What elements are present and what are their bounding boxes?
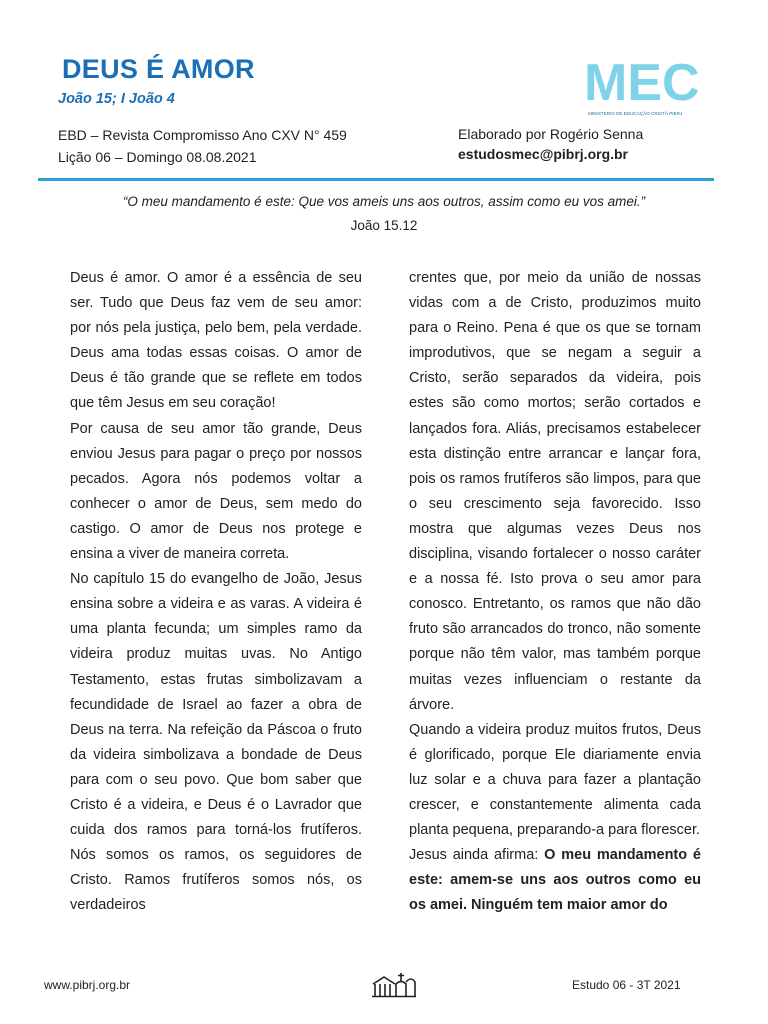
- right-column: [409, 266, 701, 918]
- logo-tagline: MINISTÉRIO DE EDUCAÇÃO CRISTÃ PIBRJ: [588, 111, 683, 116]
- paragraph: Por causa de seu amor tão grande, Deus enviou Jesus para pagar o preço por nossos pecados. Agora nós podemos voltar a conhecer o amor de Deus, sem medo do castigo. O amor de Deus nos protege e ensina a viver de maneira correta.: [70, 420, 362, 563]
- paragraph: Deus é amor. O amor é a essência de seu ser. Tudo que Deus faz vem de seu amor: por nós pela justiça, pelo bem, pela verdade. Deus ama todas essas coisas. O amor de Deus é tão grande que se reflete em todos que têm Jesus em seu coração!: [70, 270, 362, 412]
- paragraph: crentes que, por meio da união de nossas vidas com a de Cristo, produzimos muito para o Reino. Pena é que os que se tornam improdutivos, que se negam a seguir a Cristo, serão separados da videira, pois estes são como mortos; serão cortados e lançados fora. Aliás, precisamos estabelecer esta distinção entre arrancar e lançar fora, pois os ramos frutíferos são limpos, para que o seu crescimento seja favorecido. Isso mostra que algumas vezes Deus nos disciplina, visando fortalecer o nosso caráter e a nossa fé. Isto prova o seu amor para conosco. Entretanto, os ramos que não dão fruto são arrancados do tronco, não somente porque não têm valor, mas também porque muitas vezes influenciam o restante da árvore.: [409, 270, 701, 713]
- paragraph: No capítulo 15 do evangelho de João, Jesus ensina sobre a videira e as varas. A videira é uma planta fecunda; um simples ramo da videira produz muitas uvas. No Antigo Testamento, estas frutas simbolizavam a fecundidade de Israel ao fazer a obra de Deus na terra. Na refeição da Páscoa o fruto da videira simbolizava a bondade de Deus para com o seu povo. Que bom saber que Cristo é a videira, e Deus é o Lavrador que cuida dos ramos para torná-los frutíferos. Nós somos os ramos, os seguidores de Cristo. Ramos frutíferos somos nós, os verdadeiros: [70, 571, 362, 914]
- footer-study-id: Estudo 06 - 3T 2021: [572, 978, 681, 992]
- author-email: estudosmec@pibrj.org.br: [458, 146, 629, 162]
- author-name: Elaborado por Rogério Senna: [458, 126, 644, 142]
- paragraph: [409, 843, 701, 918]
- publication-info: [58, 124, 347, 168]
- logo-letters: MEC: [584, 54, 700, 112]
- scripture-reference: João 15; I João 4: [58, 91, 175, 107]
- mec-logo: [584, 54, 704, 118]
- document-title: DEUS É AMOR: [62, 54, 255, 84]
- footer-website: www.pibrj.org.br: [44, 978, 131, 992]
- header-divider: [38, 178, 714, 181]
- author-info: [458, 124, 643, 164]
- magazine-line: EBD – Revista Compromisso Ano CXV N° 459: [58, 127, 347, 143]
- commandment-highlight: O meu mandamento é este: amem-se uns aos outros como eu os amei. Ninguém tem maior amor do: [409, 847, 701, 914]
- church-icon: [370, 970, 418, 1000]
- lesson-line: Lição 06 – Domingo 08.08.2021: [58, 149, 257, 165]
- key-verse: “O meu mandamento é este: Que vos ameis uns aos outros, assim como eu vos amei.”: [122, 194, 646, 209]
- key-verse-reference: João 15.12: [350, 218, 418, 233]
- paragraph-lead: Jesus ainda afirma:: [409, 847, 545, 864]
- paragraph: Quando a videira produz muitos frutos, Deus é glorificado, porque Ele diariamente envia luz solar e a chuva para fazer a plantação crescer, e constantemente alimenta cada planta pequena, preparando-a para florescer.: [409, 721, 701, 839]
- left-column: [70, 266, 362, 918]
